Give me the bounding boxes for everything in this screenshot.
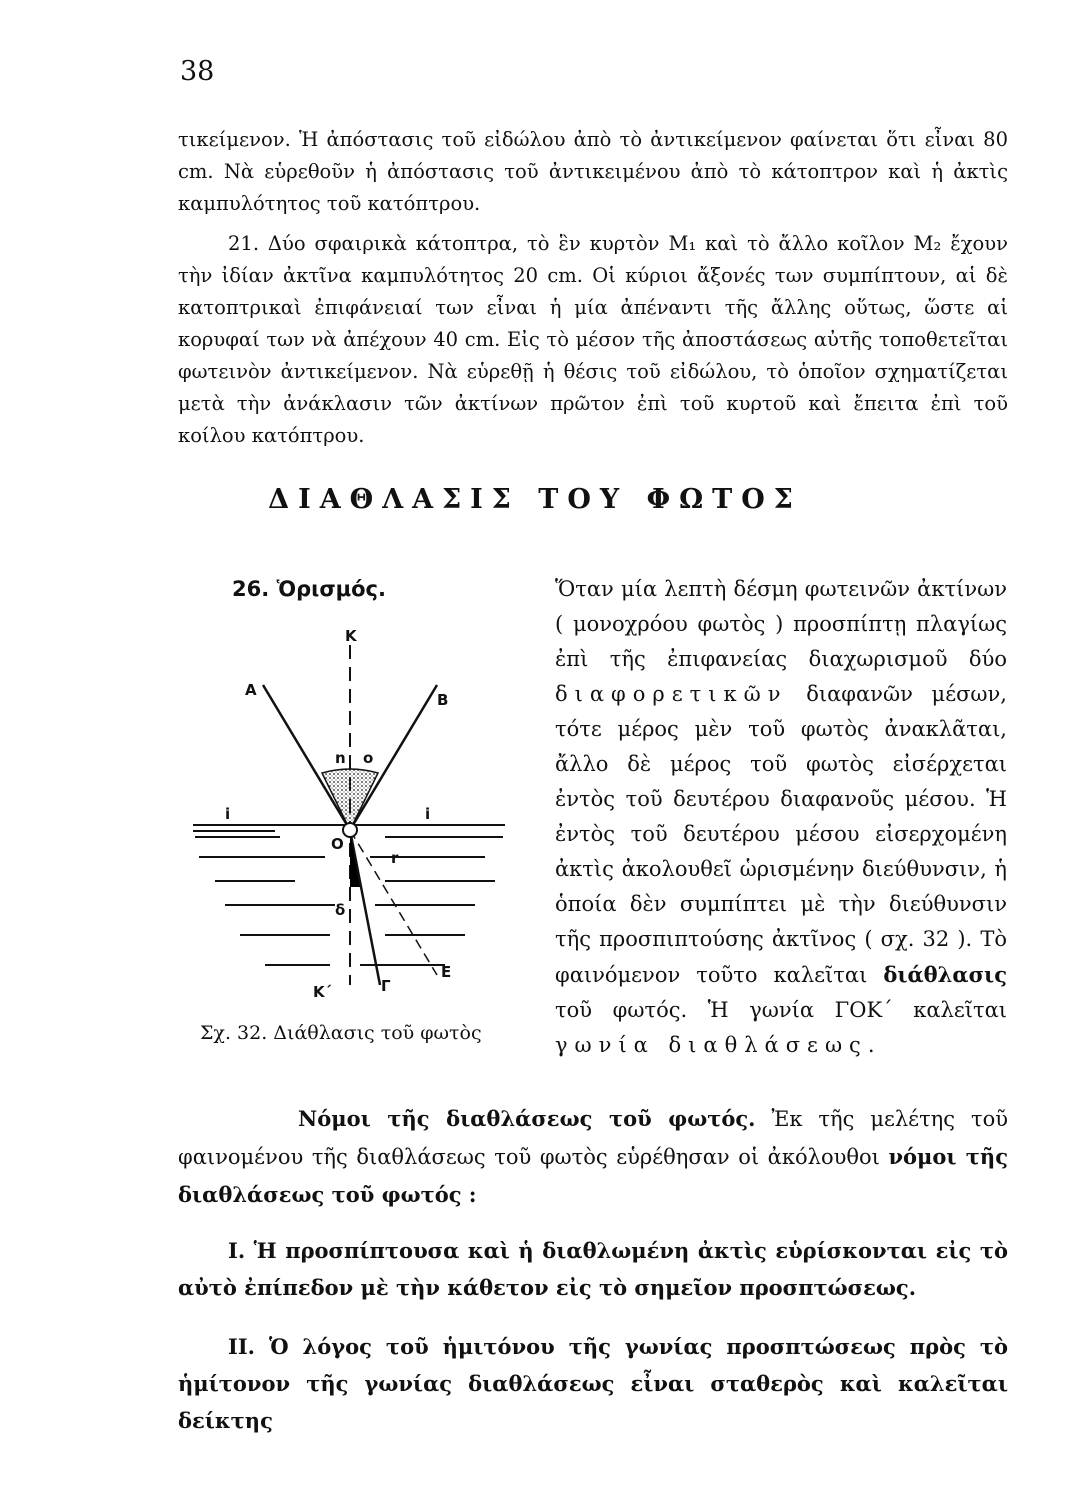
def-spaced1: διαφορετικῶν bbox=[555, 682, 788, 706]
label-gamma: Γ bbox=[381, 977, 391, 995]
law-2: II. Ὁ λόγος τοῦ ἡμιτόνου τῆς γωνίας προσπτώσεως πρὸς τὸ ἡμίτονον τῆς γωνίας διαθλάσεως εἶναι σταθερὸς καὶ καλεῖται δείκτης bbox=[178, 1334, 1008, 1433]
label-i-left: i bbox=[225, 805, 231, 823]
label-r: r bbox=[391, 849, 399, 867]
label-k-prime: K΄ bbox=[313, 983, 332, 1001]
problem-21: 21. Δύο σφαιρικὰ κάτοπτρα, τὸ ἓν κυρτὸν M₁ καὶ τὸ ἄλλο κοῖλον M₂ ἔχουν τὴν ἰδίαν ἀκτῖνα καμπυλότητος 20 cm. Οἱ κύριοι ἄξονές των συμπίπτουν, αἱ δὲ κατοπτρικαὶ ἐπιφάνειαί των εἶναι ἡ μία ἀπέναντι τῆς ἄλλης οὕτως, ὥστε αἱ κορυφαί των νὰ ἀπέχουν 40 cm. Εἰς τὸ μέσον τῆς ἀποστάσεως αὐτῆς τοποθετεῖται φωτεινὸν ἀντικείμενον. Νὰ εὑρεθῇ ἡ θέσις τοῦ εἰδώλου, τὸ ὁποῖον σχηματίζεται μετὰ τὴν ἀνάκλασιν τῶν ἀκτίνων πρῶτον ἐπὶ τοῦ κυρτοῦ καὶ ἔπειτα ἐπὶ τοῦ κοίλου κατόπτρου. bbox=[178, 232, 1008, 447]
top-paragraph-block bbox=[178, 124, 1008, 220]
laws-intro-bold: νόμοι τῆς διαθλάσεως τοῦ φωτός : bbox=[178, 1144, 1008, 1207]
page-number: 38 bbox=[180, 56, 215, 87]
def-spaced2: γωνία διαθλάσεως bbox=[555, 1033, 868, 1057]
refracted-ray bbox=[350, 830, 380, 985]
section-heading: ΔΙΑΘΛΑΣΙΣ ΤΟΥ ΦΩΤΟΣ bbox=[268, 484, 802, 515]
def-part1: Ὅταν μία λεπτὴ δέσμη φωτεινῶν ἀκτίνων ( μονοχρόου φωτὸς ) προσπίπτῃ πλαγίως ἐπὶ τῆς ἐπιφανείας διαχωρισμοῦ δύο bbox=[555, 577, 1007, 671]
label-i: i bbox=[425, 805, 431, 823]
figure-caption: Σχ. 32. Διάθλασις τοῦ φωτὸς bbox=[200, 1022, 482, 1044]
refraction-figure bbox=[185, 625, 515, 1005]
label-e: E bbox=[441, 963, 452, 981]
def-term: διάθλασις bbox=[883, 962, 1007, 987]
laws-intro-text: Ἐκ τῆς μελέτης τοῦ φαινομένου τῆς διαθλάσεως τοῦ φωτὸς εὑρέθησαν οἱ ἀκόλουθοι bbox=[178, 1107, 1009, 1169]
def-part3: τοῦ φωτός. Ἡ γωνία ΓΟΚ΄ καλεῖται bbox=[555, 998, 1007, 1022]
def-part2: διαφανῶν μέσων, τότε μέρος μὲν τοῦ φωτὸς ἀνακλᾶται, ἄλλο δὲ μέρος τοῦ φωτὸς εἰσέρχεται ἐντὸς τοῦ δευτέρου διαφανοῦς μέσου. Ἡ ἐντὸς τοῦ δευτέρου μέσου εἰσερχομένη ἀκτὶς ἀκολουθεῖ ὡρισμένην διεύθυνσιν, ἡ ὁποία δὲν συμπίπτει μὲ τὴν διεύθυνσιν τῆς προσπιπτούσης ἀκτῖνος ( σχ. 32 ). Τὸ φαινόμενον τοῦτο καλεῖται bbox=[555, 682, 1007, 987]
laws-intro bbox=[178, 1100, 1008, 1214]
label-b: B bbox=[437, 691, 449, 709]
label-k: K bbox=[345, 627, 357, 645]
point-o bbox=[343, 823, 357, 837]
label-o: O bbox=[331, 835, 344, 853]
laws-list bbox=[178, 1232, 1008, 1461]
laws-title: Νόμοι τῆς διαθλάσεως τοῦ φωτός. bbox=[298, 1106, 756, 1131]
label-delta: δ bbox=[335, 901, 346, 919]
refraction-diagram bbox=[185, 625, 515, 1005]
definition-text bbox=[555, 572, 1007, 1063]
definition-title: 26. Ὁρισμός. bbox=[232, 577, 386, 601]
label-a: A bbox=[245, 681, 257, 699]
problem-21-block bbox=[178, 228, 1008, 452]
law-1: I. Ἡ προσπίπτουσα καὶ ἡ διαθλωμένη ἀκτὶς εὑρίσκονται εἰς τὸ αὐτὸ ἐπίπεδον μὲ τὴν κάθετον εἰς τὸ σημεῖον προσπτώσεως. bbox=[178, 1238, 1008, 1300]
label-n: n bbox=[335, 749, 346, 767]
def-part4: . bbox=[867, 1033, 875, 1057]
top-paragraph: τικείμενον. Ἡ ἀπόστασις τοῦ εἰδώλου ἀπὸ τὸ ἀντικείμενον φαίνεται ὅτι εἶναι 80 cm. Νὰ εὑρεθοῦν ἡ ἀπόστασις τοῦ ἀντικειμένου ἀπὸ τὸ κάτοπτρον καὶ ἡ ἀκτὶς καμπυλότητος τοῦ κατόπτρου. bbox=[178, 128, 1008, 215]
label-o-small: o bbox=[363, 749, 374, 767]
